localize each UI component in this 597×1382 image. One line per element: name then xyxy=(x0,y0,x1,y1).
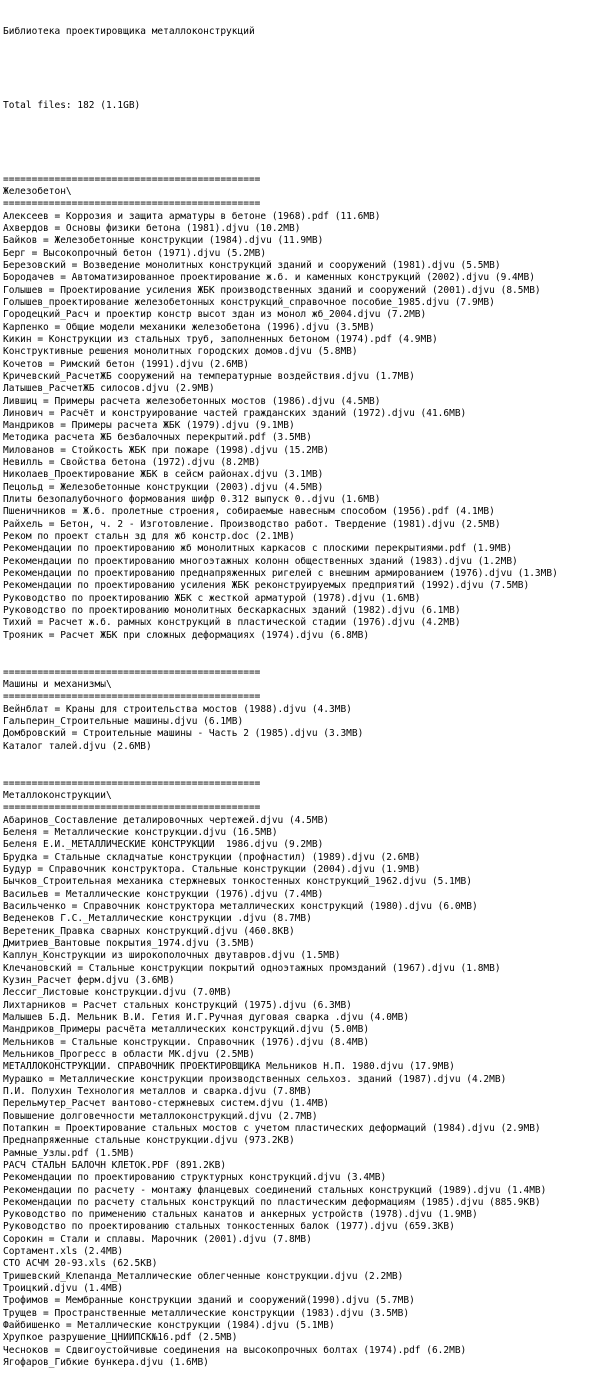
separator-line: ============================================= xyxy=(3,777,261,789)
file-entry: Бычков_Строительная механика стержневых тонкостенных конструкций_1962.djvu (5.1MB) xyxy=(3,876,472,888)
file-entry: Конструктивные решения монолитных городских домов.djvu (5.8MB) xyxy=(3,346,358,358)
blank-line xyxy=(3,765,595,777)
file-entry: Мандриков = Примеры расчета ЖБК (1979).djvu (9.1MB) xyxy=(3,420,295,432)
file-entry: Райхель = Бетон, ч. 2 - Изготовление. Производство работ. Твердение (1981).djvu (2.5MB) xyxy=(3,518,501,530)
file-entry: Васильев = Металлические конструкции (1976).djvu (7.4MB) xyxy=(3,888,324,900)
file-entry: Перельмутер_Расчет вантово-стержневых систем.djvu (1.4MB) xyxy=(3,1098,330,1110)
file-entry: Тришевский_Клепанда_Металлические облегченные конструкции.djvu (2.2MB) xyxy=(3,1270,404,1282)
file-entry: Сортамент.xls (2.4MB) xyxy=(3,1246,124,1258)
file-entry: Голышев_проектирование железобетонных конструкций_справочное пособие_1985.djvu (7.9MB) xyxy=(3,296,495,308)
file-entry: Потапкин = Проектирование стальных мостов с учетом пластических деформаций (1984).djvu (2.9MB) xyxy=(3,1122,541,1134)
file-entry: Преднапряженные стальные конструкции.djvu (973.2KB) xyxy=(3,1135,295,1147)
file-entry: Голышев = Проектирование усиления ЖБК производственных зданий и сооружений (2001).djvu (8.5MB) xyxy=(3,284,541,296)
file-entry: МЕТАЛЛОКОНСТРУКЦИИ. СПРАВОЧНИК ПРОЕКТИРОВЩИКА Мельников Н.П. 1980.djvu (17.9MB) xyxy=(3,1061,455,1073)
file-entry: Ахвердов = Основы физики бетона (1981).djvu (10.2MB) xyxy=(3,222,301,234)
file-entry: Николаев_Проектирование ЖБК в сейсм районах.djvu (3.1MB) xyxy=(3,469,324,481)
file-entry: Вейнблат = Краны для строительства мостов (1988).djvu (4.3MB) xyxy=(3,703,352,715)
file-entry: Кочетов = Римский бетон (1991).djvu (2.6MB) xyxy=(3,358,249,370)
file-entry: Руководство по проектированию стальных тонкостенных балок (1977).djvu (659.3KB) xyxy=(3,1221,455,1233)
file-entry: Плиты безопалубочного формования шифр 0.312 выпуск 0..djvu (1.6MB) xyxy=(3,494,381,506)
file-entry: Милованов = Стойкость ЖБК при пожаре (1998).djvu (15.2MB) xyxy=(3,444,330,456)
file-entry: Рамные_Узлы.pdf (1.5MB) xyxy=(3,1147,135,1159)
file-entry: Повышение долговечности металлоконструкций.djvu (2.7MB) xyxy=(3,1110,318,1122)
file-entry: Лессиг_Листовые конструкции.djvu (7.0MB) xyxy=(3,987,232,999)
text-document[interactable] xyxy=(3,1,595,1382)
file-entry: Методика расчета ЖБ безбалочных перекрытий.pdf (3.5MB) xyxy=(3,432,312,444)
file-entry: Бородачев = Автоматизированное проектирование ж.б. и каменных конструкций (2002).djvu (9.4MB) xyxy=(3,272,535,284)
blank-line xyxy=(3,63,595,75)
section-heading: Металлоконструкции\ xyxy=(3,790,112,801)
section xyxy=(3,174,595,667)
file-entry: Алексеев = Коррозия и защита арматуры в бетоне (1968).pdf (11.6MB) xyxy=(3,210,381,222)
file-entry: Дмитриев_Вантовые покрытия_1974.djvu (3.5MB) xyxy=(3,937,255,949)
file-entry: Пшеничников = Ж.б. пролетные строения, собираемые навесным способом (1956).pdf (4.1MB) xyxy=(3,506,495,518)
file-entry: Трояник = Расчет ЖБК при сложных деформациях (1974).djvu (6.8MB) xyxy=(3,629,370,641)
file-entry: Абаринов_Составление деталировочных чертежей.djvu (4.5MB) xyxy=(3,814,330,826)
file-entry: Лихтарников = Расчет стальных конструкций (1975).djvu (6.3MB) xyxy=(3,999,352,1011)
file-entry: Карпенко = Общие модели механики железобетона (1996).djvu (3.5MB) xyxy=(3,321,375,333)
file-entry: Лившиц = Примеры расчета железобетонных мостов (1986).djvu (4.5MB) xyxy=(3,395,381,407)
file-entry: Будур = Справочник конструктора. Стальные конструкции (2004).djvu (1.9MB) xyxy=(3,863,421,875)
file-entry: Городецкий_Расч и проектир констр высот здан из монол жб_2004.djvu (7.2MB) xyxy=(3,309,427,321)
file-entry: Рекомендации по проектированию усиления ЖБК реконструируемых предприятий (1992).djvu (7.5MB) xyxy=(3,580,530,592)
file-entry: Каплун_Конструкции из широкополочных двутавров.djvu (1.5MB) xyxy=(3,950,341,962)
section-heading: Железобетон\ xyxy=(3,185,72,197)
file-entry: Линович = Расчёт и конструирование частей гражданских зданий (1972).djvu (41.6MB) xyxy=(3,407,467,419)
file-entry: Каталог талей.djvu (2.6MB) xyxy=(3,740,152,752)
file-entry: Файбишенко = Металлические конструкции (1984).djvu (5.1MB) xyxy=(3,1320,335,1332)
file-entry: РАСЧ СТАЛЬН БАЛОЧН КЛЕТОК.PDF (891.2KB) xyxy=(3,1159,227,1171)
file-entry: Кикин = Конструкции из стальных труб, заполненных бетоном (1974).pdf (4.9MB) xyxy=(3,333,438,345)
blank-line xyxy=(3,654,595,666)
section xyxy=(3,778,595,1370)
file-entry: СТО АСЧМ 20-93.xls (62.5KB) xyxy=(3,1258,158,1270)
file-entry: Руководство по применению стальных канатов и анкерных устройств (1978).djvu (1.9MB) xyxy=(3,1209,478,1221)
file-entry: Троицкий.djvu (1.4MB) xyxy=(3,1283,124,1295)
file-entry: П.И. Полухин Технология металлов и сварка.djvu (7.8MB) xyxy=(3,1085,312,1097)
sections-container xyxy=(3,174,595,1370)
file-entry: Беленя Е.И._МЕТАЛЛИЧЕСКИЕ КОНСТРУКЦИИ 1986.djvu (9.2MB) xyxy=(3,839,324,851)
file-entry: Тихий = Расчет ж.б. рамных конструкций в пластической стадии (1976).djvu (4.2MB) xyxy=(3,617,461,629)
file-entry: Веденеков Г.С._Металлические конструкции .djvu (8.7MB) xyxy=(3,913,312,925)
file-entry: Сорокин = Стали и сплавы. Марочник (2001).djvu (7.8MB) xyxy=(3,1233,312,1245)
file-entry: Невилль = Свойства бетона (1972).djvu (8.2MB) xyxy=(3,457,261,469)
file-entry: Хрупкое разрушение_ЦНИИПСК№16.pdf (2.5MB) xyxy=(3,1332,238,1344)
file-entry: Берг = Высокопрочный бетон (1971).djvu (5.2MB) xyxy=(3,247,267,259)
file-entry: Чесноков = Сдвигоустойчивые соединения на высокопрочных болтах (1974).pdf (6.2MB) xyxy=(3,1344,467,1356)
file-entry: Пецольд = Железобетонные конструкции (2003).djvu (4.5MB) xyxy=(3,481,324,493)
file-entry: Рекомендации по проектированию жб монолитных каркасов с плоскими перекрытиями.pdf (1.9MB) xyxy=(3,543,513,555)
file-entry: Трофимов = Мембранные конструкции зданий и сооружений(1990).djvu (5.7MB) xyxy=(3,1295,415,1307)
file-entry: Ягофаров_Гибкие бункера.djvu (1.6MB) xyxy=(3,1357,209,1369)
file-entry: Руководство по проектированию монолитных бескаркасных зданий (1982).djvu (6.1MB) xyxy=(3,605,461,617)
file-entry: Рекомендации по проектированию многоэтажных колонн общественных зданий (1983).djvu (1.2MB) xyxy=(3,555,518,567)
file-entry: Рекомендации по расчету стальных конструкций по пластическим деформациям (1985).djvu (885.9KB) xyxy=(3,1196,541,1208)
separator-line: ============================================= xyxy=(3,666,261,678)
file-entry: Домбровский = Строительные машины - Часть 2 (1985).djvu (3.3MB) xyxy=(3,728,364,740)
file-entry: Рекомендации по проектированию структурных конструкций.djvu (3.4MB) xyxy=(3,1172,387,1184)
blank-line xyxy=(3,753,595,765)
file-entry: Гальперин_Строительные машины.djvu (6.1MB) xyxy=(3,716,244,728)
total-files: Total files: 182 (1.1GB) xyxy=(3,99,141,111)
file-entry: Байков = Железобетонные конструкции (1984).djvu (11.9MB) xyxy=(3,235,324,247)
separator-line: ============================================= xyxy=(3,691,261,703)
file-entry: Веретеник_Правка сварных конструкций.djvu (460.8KB) xyxy=(3,925,295,937)
separator-line: ============================================= xyxy=(3,173,261,185)
file-entry: Рекомендации по расчету - монтажу фланцевых соединений стальных конструкций (1989).djvu (1.4MB) xyxy=(3,1184,547,1196)
separator-line: ============================================= xyxy=(3,198,261,210)
blank-line xyxy=(3,137,595,149)
file-entry: Рекомендации по проектированию преднапряженных ригелей с внешним армированием (1976).djvu (1.3MB) xyxy=(3,568,558,580)
file-entry: Кричевский_РасчетЖБ сооружений на температурные воздействия.djvu (1.7MB) xyxy=(3,370,415,382)
separator-line: ============================================= xyxy=(3,802,261,814)
file-entry: Мандриков_Примеры расчёта металлических конструкций.djvu (5.0MB) xyxy=(3,1024,370,1036)
file-entry: Малышев Б.Д. Мельник В.И. Гетия И.Г.Ручная дуговая сварка .djvu (4.0MB) xyxy=(3,1011,410,1023)
file-entry: Брудка = Стальные складчатые конструкции (профнастил) (1989).djvu (2.6MB) xyxy=(3,851,421,863)
file-entry: Васильченко = Справочник конструктора металлических конструкций (1980).djvu (6.0MB) xyxy=(3,900,478,912)
file-entry: Руководство по проектированию ЖБК с жесткой арматурой (1978).djvu (1.6MB) xyxy=(3,592,421,604)
file-entry: Трущев = Пространственные металлические конструкции (1983).djvu (3.5MB) xyxy=(3,1307,410,1319)
blank-line xyxy=(3,642,595,654)
file-entry: Кузин_Расчет ферм.djvu (3.6MB) xyxy=(3,974,175,986)
file-entry: Мурашко = Металлические конструкции производственных сельхоз. зданий (1987).djvu (4.2MB) xyxy=(3,1073,507,1085)
section-heading: Машины и механизмы\ xyxy=(3,679,112,691)
file-entry: Беленя = Металлические конструкции.djvu (16.5MB) xyxy=(3,826,278,838)
file-entry: Реком по проект стальн зд для жб констр.doc (2.1MB) xyxy=(3,531,295,543)
section xyxy=(3,667,595,778)
file-entry: Мельников = Стальные конструкции. Справочник (1976).djvu (8.4MB) xyxy=(3,1036,370,1048)
file-entry: Клечановский = Стальные конструкции покрытий одноэтажных промзданий (1967).djvu (1.8MB) xyxy=(3,962,501,974)
file-entry: Мельников_Прогресс в области МК.djvu (2.5MB) xyxy=(3,1048,255,1060)
file-entry: Березовский = Возведение монолитных конструкций зданий и сооружений (1981).djvu (5.5MB) xyxy=(3,259,501,271)
document-title: Библиотека проектировщика металлоконструкций xyxy=(3,25,255,37)
file-entry: Латышев_РасчетЖБ силосов.djvu (2.9MB) xyxy=(3,383,215,395)
